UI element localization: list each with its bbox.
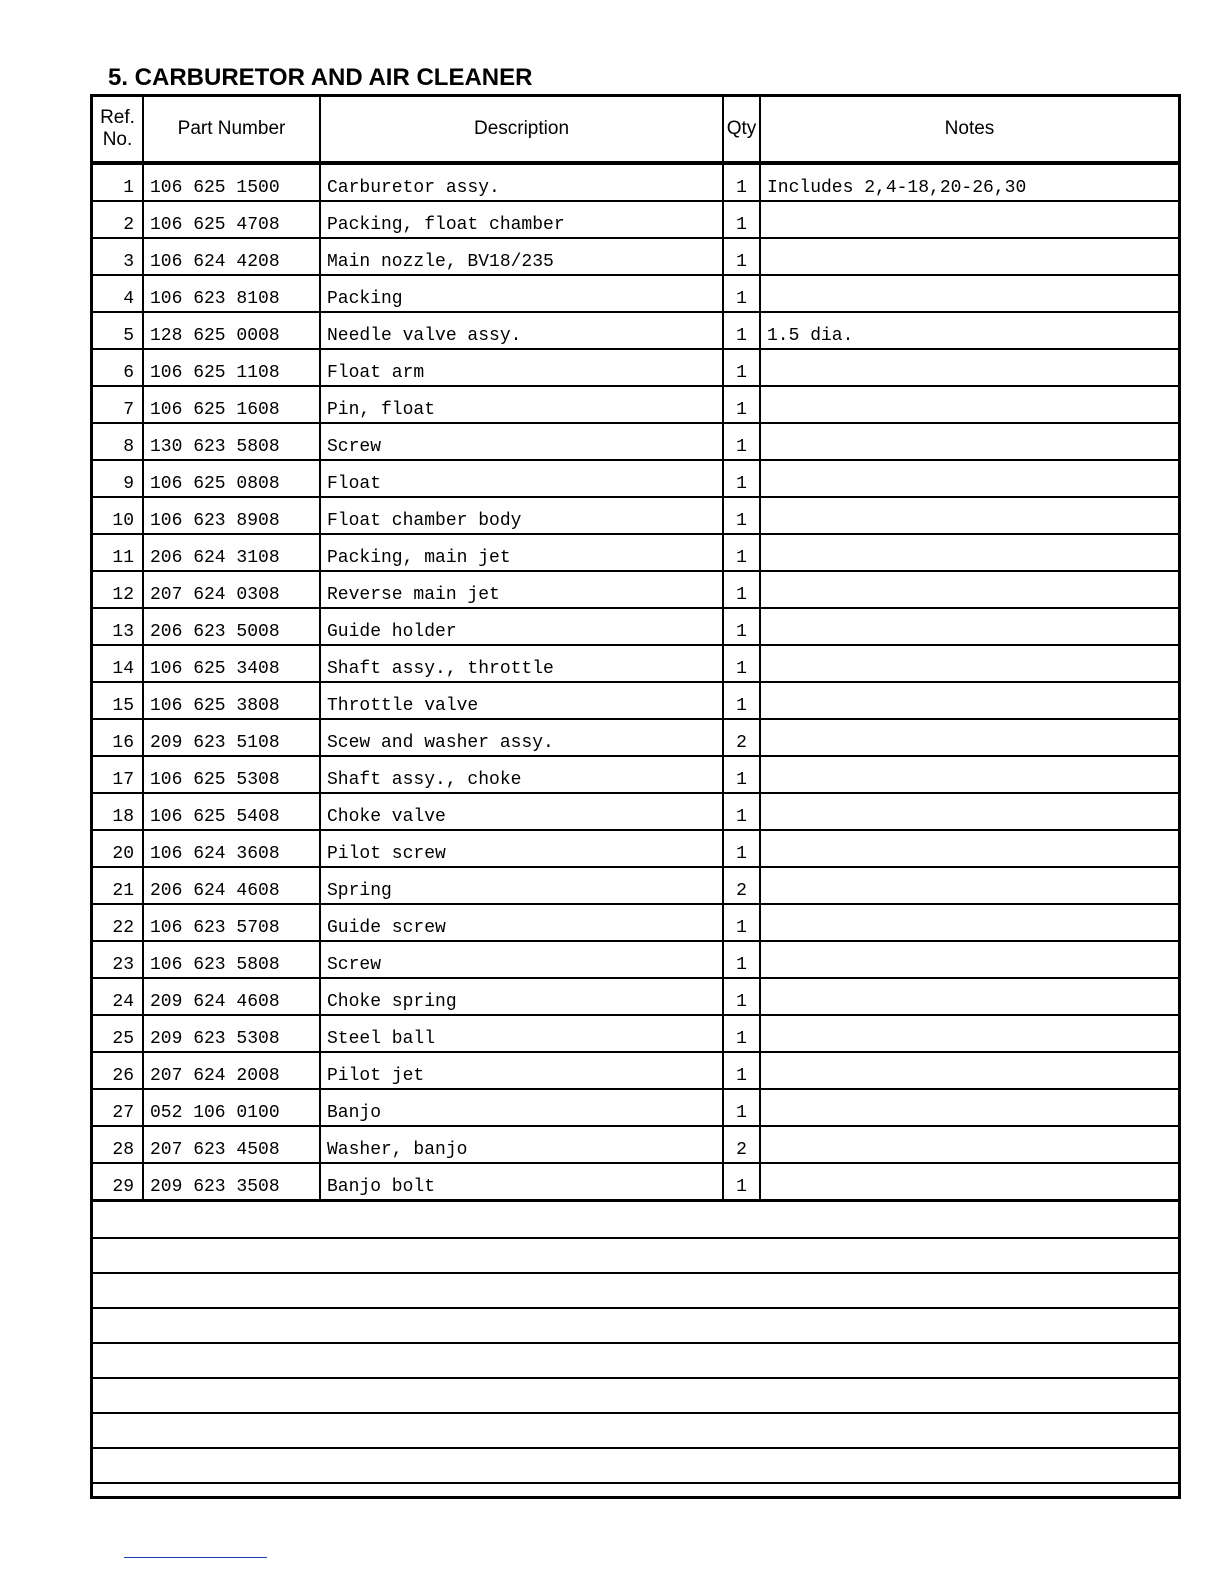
part-number-cell: 106 625 0808 xyxy=(143,460,320,497)
description-cell: Scew and washer assy. xyxy=(320,719,723,756)
description-cell: Shaft assy., throttle xyxy=(320,645,723,682)
part-number-cell: 106 625 1500 xyxy=(143,163,320,201)
ref-no-cell: 5 xyxy=(93,312,143,349)
ref-no-cell: 29 xyxy=(93,1163,143,1201)
part-number-cell: 106 625 1108 xyxy=(143,349,320,386)
ref-no-cell: 1 xyxy=(93,163,143,201)
table-row xyxy=(93,719,1178,756)
notes-cell xyxy=(760,497,1178,534)
part-number-cell: 206 624 3108 xyxy=(143,534,320,571)
part-number-cell: 130 623 5808 xyxy=(143,423,320,460)
table-row xyxy=(93,460,1178,497)
qty-cell: 1 xyxy=(723,978,760,1015)
description-cell: Guide holder xyxy=(320,608,723,645)
parts-table xyxy=(93,97,1178,1202)
description-cell: Main nozzle, BV18/235 xyxy=(320,238,723,275)
ref-no-cell: 27 xyxy=(93,1089,143,1126)
notes-cell xyxy=(760,423,1178,460)
description-cell: Packing, float chamber xyxy=(320,201,723,238)
ref-no-cell: 21 xyxy=(93,867,143,904)
part-number-cell: 207 623 4508 xyxy=(143,1126,320,1163)
part-number-cell: 106 624 4208 xyxy=(143,238,320,275)
table-row xyxy=(93,423,1178,460)
notes-cell xyxy=(760,978,1178,1015)
part-number-cell: 209 623 5108 xyxy=(143,719,320,756)
qty-cell: 2 xyxy=(723,719,760,756)
notes-cell xyxy=(760,682,1178,719)
notes-cell xyxy=(760,793,1178,830)
description-cell: Reverse main jet xyxy=(320,571,723,608)
table-row xyxy=(93,867,1178,904)
description-cell: Spring xyxy=(320,867,723,904)
description-cell: Shaft assy., choke xyxy=(320,756,723,793)
description-cell: Float xyxy=(320,460,723,497)
ref-no-cell: 11 xyxy=(93,534,143,571)
qty-cell: 1 xyxy=(723,423,760,460)
ref-no-cell: 25 xyxy=(93,1015,143,1052)
qty-cell: 1 xyxy=(723,534,760,571)
notes-cell xyxy=(760,608,1178,645)
description-cell: Screw xyxy=(320,941,723,978)
notes-cell xyxy=(760,867,1178,904)
table-row xyxy=(93,978,1178,1015)
qty-cell: 1 xyxy=(723,201,760,238)
description-cell: Guide screw xyxy=(320,904,723,941)
description-cell: Float chamber body xyxy=(320,497,723,534)
blank-row-line xyxy=(93,1307,1178,1309)
header-row xyxy=(93,97,1178,163)
notes-cell xyxy=(760,386,1178,423)
ref-no-cell: 18 xyxy=(93,793,143,830)
notes-cell xyxy=(760,238,1178,275)
blank-row-line xyxy=(93,1342,1178,1344)
blank-row-line xyxy=(93,1237,1178,1239)
qty-cell: 1 xyxy=(723,682,760,719)
notes-cell xyxy=(760,904,1178,941)
table-row xyxy=(93,830,1178,867)
part-number-cell: 206 624 4608 xyxy=(143,867,320,904)
table-row xyxy=(93,645,1178,682)
ref-no-cell: 7 xyxy=(93,386,143,423)
part-number-cell: 106 623 5708 xyxy=(143,904,320,941)
qty-cell: 1 xyxy=(723,645,760,682)
notes-cell xyxy=(760,645,1178,682)
table-row xyxy=(93,793,1178,830)
ref-no-cell: 20 xyxy=(93,830,143,867)
ref-no-cell: 8 xyxy=(93,423,143,460)
notes-cell: 1.5 dia. xyxy=(760,312,1178,349)
header-ref-no-label: Ref. No. xyxy=(100,107,135,150)
blank-rows-area xyxy=(93,1202,1178,1496)
qty-cell: 1 xyxy=(723,1089,760,1126)
table-row xyxy=(93,904,1178,941)
header-qty: Qty xyxy=(723,97,760,163)
part-number-cell: 209 624 4608 xyxy=(143,978,320,1015)
header-notes: Notes xyxy=(760,97,1178,163)
part-number-cell: 209 623 3508 xyxy=(143,1163,320,1201)
ref-no-cell: 9 xyxy=(93,460,143,497)
qty-cell: 1 xyxy=(723,497,760,534)
qty-cell: 1 xyxy=(723,238,760,275)
notes-cell xyxy=(760,1163,1178,1201)
part-number-cell: 052 106 0100 xyxy=(143,1089,320,1126)
qty-cell: 1 xyxy=(723,163,760,201)
notes-cell xyxy=(760,719,1178,756)
footer-rule xyxy=(124,1557,267,1558)
table-row xyxy=(93,608,1178,645)
qty-cell: 2 xyxy=(723,1126,760,1163)
qty-cell: 1 xyxy=(723,1163,760,1201)
description-cell: Pilot jet xyxy=(320,1052,723,1089)
blank-row-line xyxy=(93,1482,1178,1484)
part-number-cell: 106 625 3408 xyxy=(143,645,320,682)
qty-cell: 1 xyxy=(723,386,760,423)
description-cell: Carburetor assy. xyxy=(320,163,723,201)
description-cell: Banjo bolt xyxy=(320,1163,723,1201)
notes-cell xyxy=(760,941,1178,978)
part-number-cell: 106 623 8108 xyxy=(143,275,320,312)
table-row xyxy=(93,1089,1178,1126)
qty-cell: 1 xyxy=(723,312,760,349)
table-row xyxy=(93,275,1178,312)
description-cell: Pin, float xyxy=(320,386,723,423)
table-row xyxy=(93,1015,1178,1052)
description-cell: Banjo xyxy=(320,1089,723,1126)
ref-no-cell: 4 xyxy=(93,275,143,312)
qty-cell: 1 xyxy=(723,904,760,941)
part-number-cell: 106 625 1608 xyxy=(143,386,320,423)
header-ref-no xyxy=(93,97,143,163)
header-description: Description xyxy=(320,97,723,163)
blank-row-line xyxy=(93,1272,1178,1274)
qty-cell: 1 xyxy=(723,1015,760,1052)
description-cell: Pilot screw xyxy=(320,830,723,867)
part-number-cell: 106 625 5408 xyxy=(143,793,320,830)
table-row xyxy=(93,349,1178,386)
qty-cell: 1 xyxy=(723,275,760,312)
notes-cell xyxy=(760,1089,1178,1126)
part-number-cell: 207 624 0308 xyxy=(143,571,320,608)
table-row xyxy=(93,941,1178,978)
description-cell: Washer, banjo xyxy=(320,1126,723,1163)
ref-no-cell: 3 xyxy=(93,238,143,275)
blank-row-line xyxy=(93,1412,1178,1414)
table-row xyxy=(93,1163,1178,1201)
table-row xyxy=(93,756,1178,793)
qty-cell: 1 xyxy=(723,571,760,608)
table-row xyxy=(93,312,1178,349)
part-number-cell: 207 624 2008 xyxy=(143,1052,320,1089)
description-cell: Screw xyxy=(320,423,723,460)
notes-cell xyxy=(760,571,1178,608)
qty-cell: 1 xyxy=(723,830,760,867)
table-row xyxy=(93,386,1178,423)
table-row xyxy=(93,534,1178,571)
description-cell: Packing, main jet xyxy=(320,534,723,571)
ref-no-cell: 28 xyxy=(93,1126,143,1163)
table-row xyxy=(93,201,1178,238)
part-number-cell: 106 623 5808 xyxy=(143,941,320,978)
ref-no-cell: 24 xyxy=(93,978,143,1015)
description-cell: Choke spring xyxy=(320,978,723,1015)
ref-no-cell: 22 xyxy=(93,904,143,941)
notes-cell xyxy=(760,460,1178,497)
ref-no-cell: 16 xyxy=(93,719,143,756)
description-cell: Throttle valve xyxy=(320,682,723,719)
notes-cell xyxy=(760,1126,1178,1163)
table-row xyxy=(93,682,1178,719)
part-number-cell: 106 625 4708 xyxy=(143,201,320,238)
blank-row-line xyxy=(93,1447,1178,1449)
ref-no-cell: 12 xyxy=(93,571,143,608)
ref-no-cell: 6 xyxy=(93,349,143,386)
description-cell: Needle valve assy. xyxy=(320,312,723,349)
part-number-cell: 106 623 8908 xyxy=(143,497,320,534)
notes-cell xyxy=(760,275,1178,312)
ref-no-cell: 10 xyxy=(93,497,143,534)
description-cell: Choke valve xyxy=(320,793,723,830)
part-number-cell: 206 623 5008 xyxy=(143,608,320,645)
description-cell: Float arm xyxy=(320,349,723,386)
notes-cell xyxy=(760,201,1178,238)
header-part-number: Part Number xyxy=(143,97,320,163)
blank-row-line xyxy=(93,1377,1178,1379)
notes-cell xyxy=(760,830,1178,867)
table-row xyxy=(93,571,1178,608)
qty-cell: 1 xyxy=(723,941,760,978)
ref-no-cell: 2 xyxy=(93,201,143,238)
table-row xyxy=(93,1052,1178,1089)
part-number-cell: 106 625 5308 xyxy=(143,756,320,793)
qty-cell: 1 xyxy=(723,793,760,830)
ref-no-cell: 13 xyxy=(93,608,143,645)
ref-no-cell: 23 xyxy=(93,941,143,978)
part-number-cell: 128 625 0008 xyxy=(143,312,320,349)
qty-cell: 1 xyxy=(723,1052,760,1089)
notes-cell xyxy=(760,756,1178,793)
description-cell: Steel ball xyxy=(320,1015,723,1052)
notes-cell xyxy=(760,1015,1178,1052)
ref-no-cell: 17 xyxy=(93,756,143,793)
notes-cell xyxy=(760,1052,1178,1089)
qty-cell: 1 xyxy=(723,608,760,645)
table-row xyxy=(93,1126,1178,1163)
ref-no-cell: 15 xyxy=(93,682,143,719)
notes-cell xyxy=(760,534,1178,571)
ref-no-cell: 26 xyxy=(93,1052,143,1089)
qty-cell: 2 xyxy=(723,867,760,904)
ref-no-cell: 14 xyxy=(93,645,143,682)
part-number-cell: 106 625 3808 xyxy=(143,682,320,719)
part-number-cell: 106 624 3608 xyxy=(143,830,320,867)
qty-cell: 1 xyxy=(723,756,760,793)
notes-cell: Includes 2,4-18,20-26,30 xyxy=(760,163,1178,201)
description-cell: Packing xyxy=(320,275,723,312)
table-row xyxy=(93,238,1178,275)
qty-cell: 1 xyxy=(723,349,760,386)
notes-cell xyxy=(760,349,1178,386)
table-row xyxy=(93,497,1178,534)
part-number-cell: 209 623 5308 xyxy=(143,1015,320,1052)
section-title: 5. CARBURETOR AND AIR CLEANER xyxy=(108,64,533,91)
qty-cell: 1 xyxy=(723,460,760,497)
table-row xyxy=(93,163,1178,201)
